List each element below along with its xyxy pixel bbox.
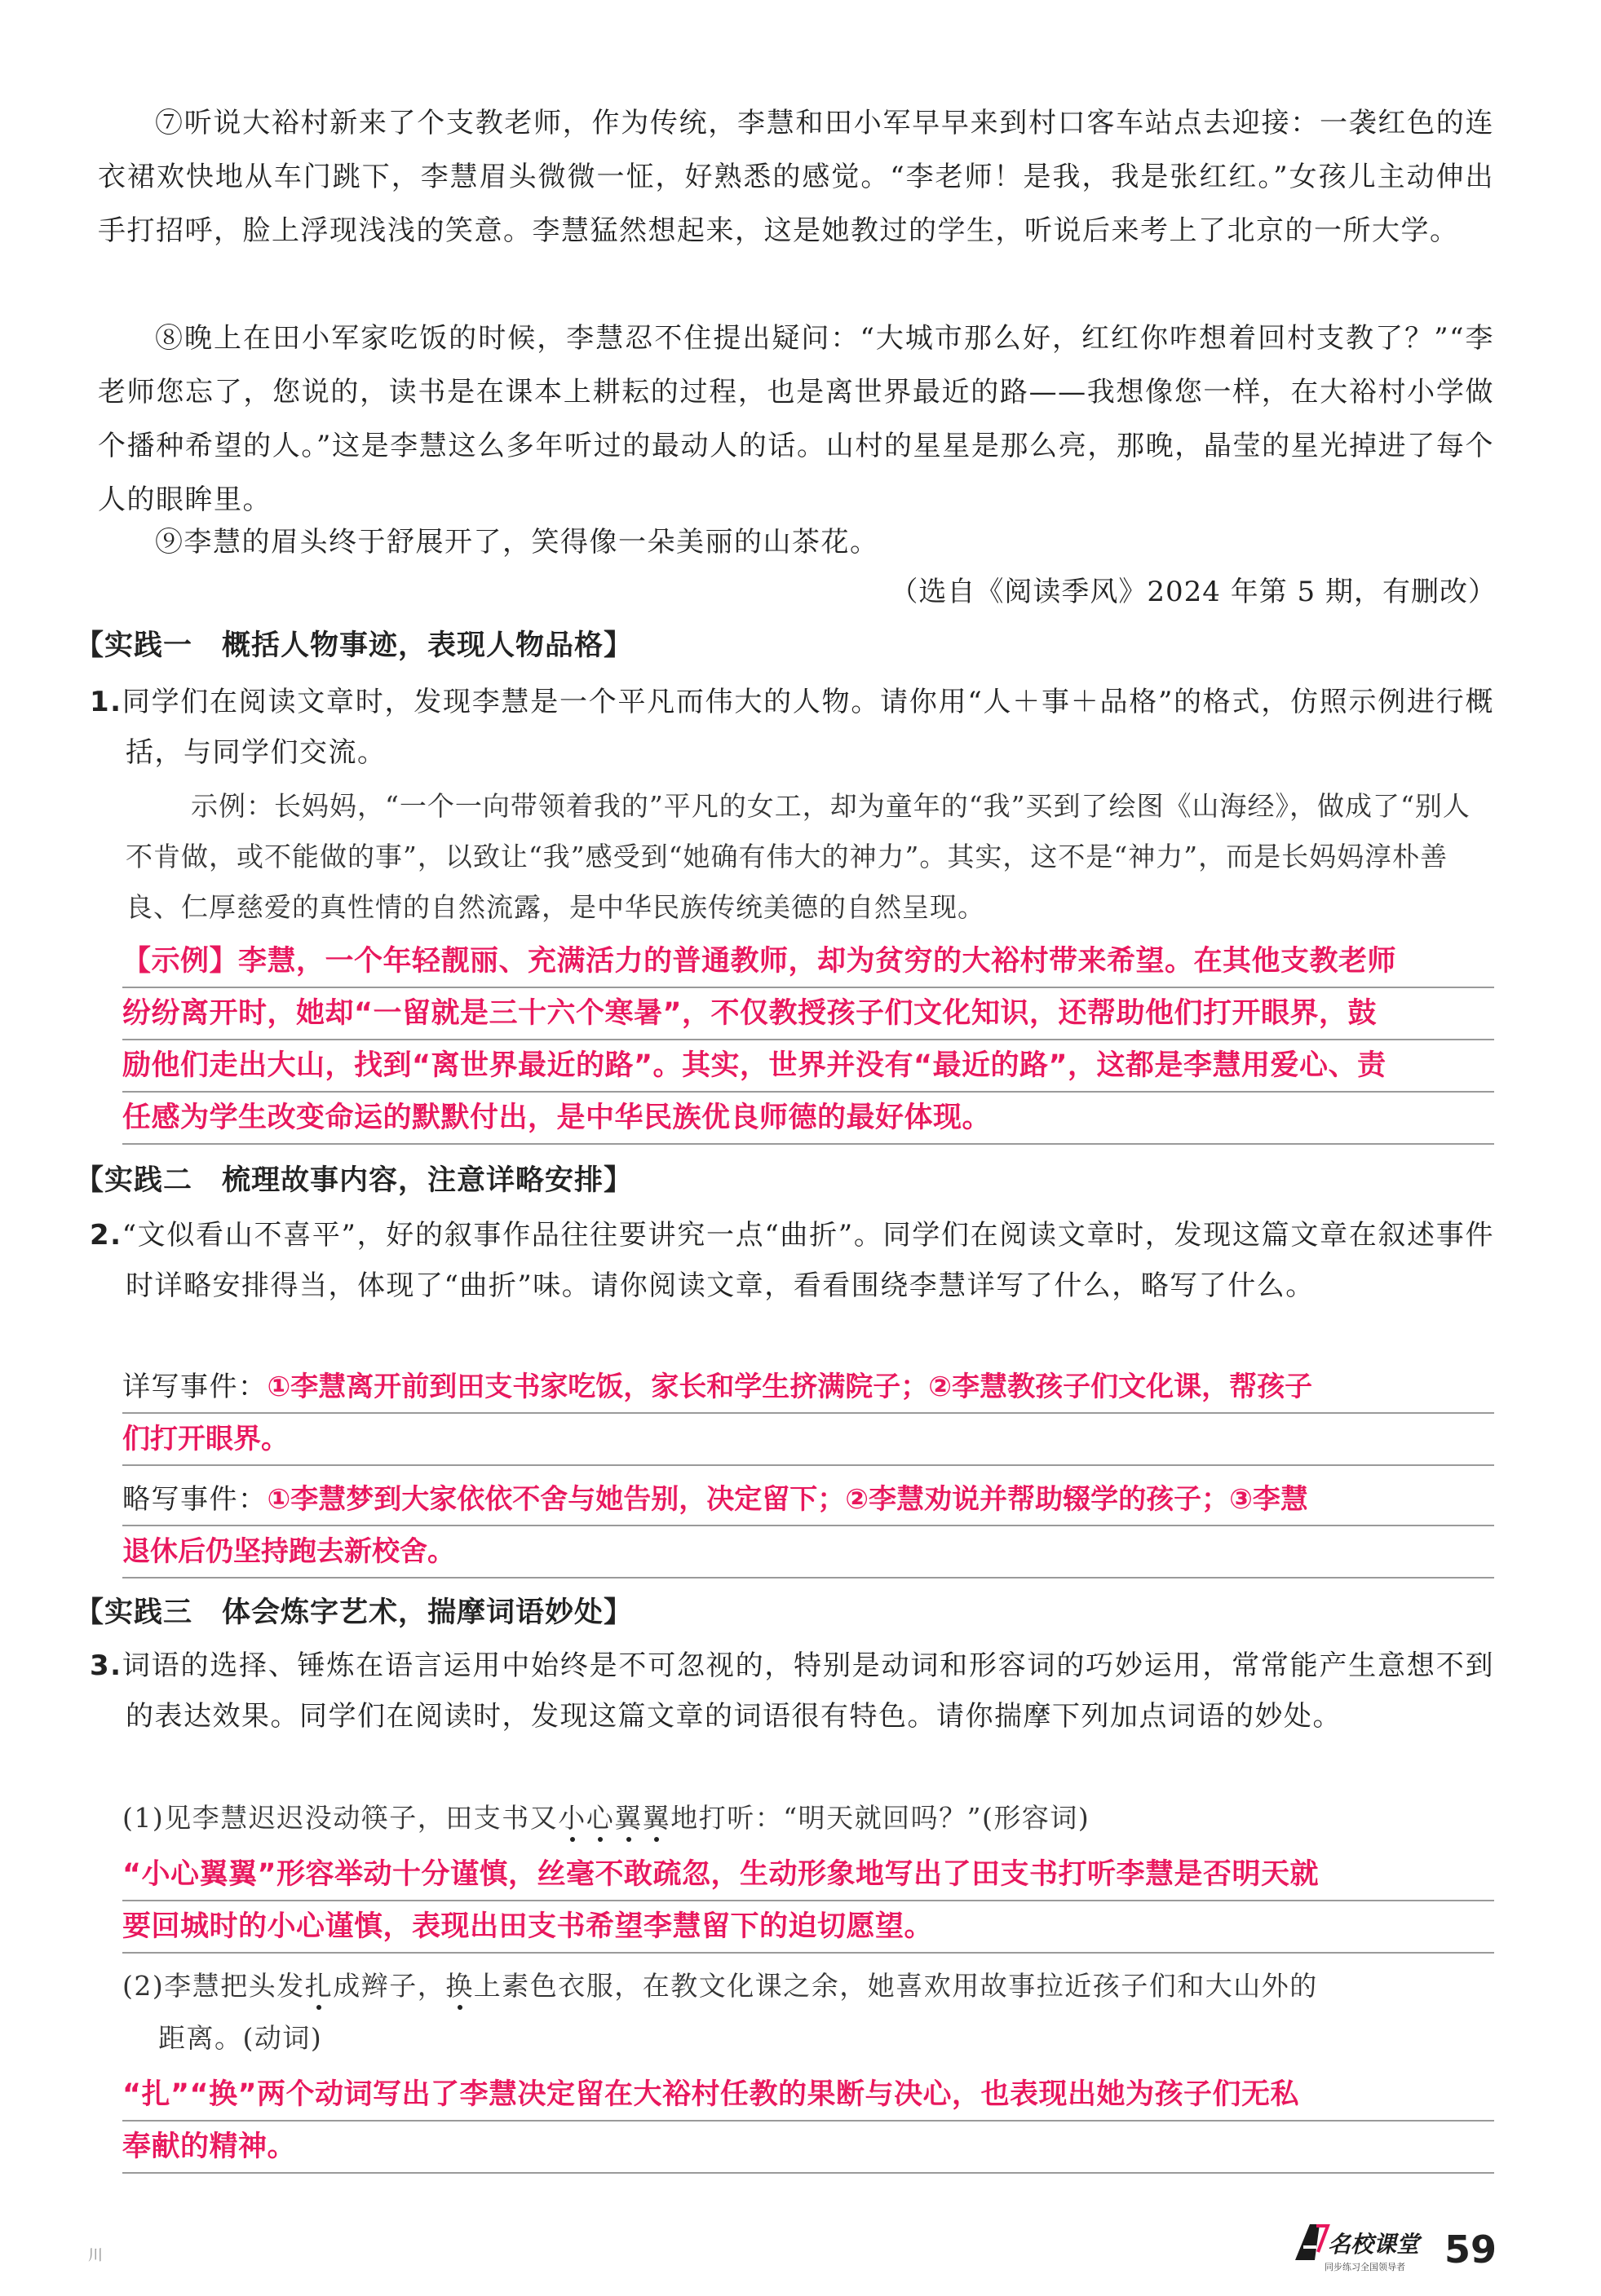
question-1-example: 示例：长妈妈，“一个一向带领着我的”平凡的女工，却为童年的“我”买到了绘图《山海经》，做成了“别人不肯做，或不能做的事”，以致让“我”感受到“她确有伟大的神力”。其实，这不是“神力”，而是长妈妈淳朴善良、仁厚慈爱的真性情的自然流露，是中华民族传统美德的自然呈现。 <box>126 790 1471 923</box>
detail-events-answer-2: 们打开眼界。 <box>122 1423 289 1455</box>
passage-paragraph-7: ⑦听说大裕村新来了个支教老师，作为传统，李慧和田小军早早来到村口客车站点去迎接：一袭红色的连衣裙欢快地从车门跳下，李慧眉头微微一怔，好熟悉的感觉。“李老师！是我，我是张红红。”女孩儿主动伸出手打招呼，脸上浮现浅浅的笑意。李慧猛然想起来，这是她教过的学生，听说后来考上了北京的一所大学。 <box>98 107 1494 247</box>
brand-subtitle: 同步练习全国领导者 <box>1325 2262 1405 2272</box>
question-2 <box>90 1210 1494 1311</box>
brief-events-answer-1: ①李慧梦到大家依依不舍与她告别，决定留下；②李慧劝说并帮助辍学的孩子；③李慧 <box>267 1483 1308 1516</box>
sub-question-2-part-2: 成辫子， <box>333 1970 446 2002</box>
answer-line: 纷纷离开时，她却“一留就是三十六个寒暑”，不仅教授孩子们文化知识，还帮助他们打开眼界，鼓 <box>122 988 1494 1040</box>
question-1-text: 同学们在阅读文章时，发现李慧是一个平凡而伟大的人物。请你用“人＋事＋品格”的格式，仿照示例进行概括，与同学们交流。 <box>122 686 1494 769</box>
question-1-number: 1. <box>90 686 122 718</box>
question-3-number: 3. <box>90 1649 122 1682</box>
answer-line: 要回城时的小心谨慎，表现出田支书希望李慧留下的迫切愿望。 <box>122 1901 1494 1954</box>
answer-line: 任感为学生改变命运的默默付出，是中华民族优良师德的最好体现。 <box>122 1093 1494 1145</box>
brand-logo <box>1292 2219 1422 2273</box>
svg-text:名校课堂: 名校课堂 <box>1328 2231 1420 2258</box>
answer-line: “扎”“换”两个动词写出了李慧决定留在大裕村任教的果断与决心，也表现出她为孩子们无私 <box>122 2069 1494 2122</box>
sub-question-2-answer <box>122 2069 1494 2174</box>
dotted-char: 翼 <box>642 1802 671 1834</box>
brief-events <box>122 1474 1494 1578</box>
detail-events <box>122 1362 1494 1466</box>
passage-paragraph-9: ⑨李慧的眉头终于舒展开了，笑得像一朵美丽的山茶花。 <box>155 526 879 559</box>
answer-line: 【示例】李慧，一个年轻靓丽、充满活力的普通教师，却为贫穷的大裕村带来希望。在其他支教老师 <box>122 936 1494 988</box>
passage-paragraph-8: ⑧晚上在田小军家吃饭的时候，李慧忍不住提出疑问：“大城市那么好，红红你咋想着回村支教了？”“李老师您忘了，您说的，读书是在课本上耕耘的过程，也是离世界最近的路——我想像您一样，在大裕村小学做个播种希望的人。”这是李慧这么多年听过的最动人的话。山村的星星是那么亮，那晚，晶莹的星光掉进了每个人的眼眸里。 <box>98 322 1494 516</box>
dotted-char: 心 <box>586 1802 615 1834</box>
practice-2-heading: 【实践二 梳理故事内容，注意详略安排】 <box>75 1164 634 1197</box>
detail-events-answer-1: ①李慧离开前到田支书家吃饭，家长和学生挤满院子；②李慧教孩子们文化课，帮孩子 <box>267 1371 1313 1403</box>
answer-line: 励他们走出大山，找到“离世界最近的路”。其实，世界并没有“最近的路”，这都是李慧用爱心、责 <box>122 1040 1494 1093</box>
question-3 <box>90 1640 1494 1742</box>
question-3-text: 词语的选择、锤炼在语言运用中始终是不可忽视的，特别是动词和形容词的巧妙运用，常常能产生意想不到的表达效果。同学们在阅读时，发现这篇文章的词语很有特色。请你揣摩下列加点词语的妙处。 <box>122 1649 1494 1733</box>
sub-question-2 <box>122 1960 1494 2064</box>
sub-question-1-before: (1)见李慧迟迟没动筷子，田支书又 <box>122 1802 559 1834</box>
question-2-text: “文似看山不喜平”，好的叙事作品往往要讲究一点“曲折”。同学们在阅读文章时，发现这篇文章在叙述事件时详略安排得当，体现了“曲折”味。请你阅读文章，看看围绕李慧详写了什么，略写了什么。 <box>122 1219 1494 1302</box>
sub-question-2-line-2: 距离。(动词) <box>158 2022 323 2054</box>
brief-events-answer-2: 退休后仍坚持跑去新校舍。 <box>122 1535 455 1568</box>
question-2-number: 2. <box>90 1219 122 1252</box>
page-number: 59 <box>1444 2228 1497 2272</box>
passage-source: （选自《阅读季风》2024 年第 5 期，有删改） <box>890 576 1497 608</box>
practice-1-heading: 【实践一 概括人物事迹，表现人物品格】 <box>75 629 634 662</box>
dotted-char: 翼 <box>614 1802 643 1834</box>
sub-question-1 <box>122 1792 1494 1844</box>
dotted-char: 扎 <box>304 1970 334 2002</box>
dotted-char: 换 <box>445 1970 474 2002</box>
sub-question-1-answer <box>122 1849 1494 1954</box>
answer-line: “小心翼翼”形容举动十分谨慎，丝毫不敢疏忽，生动形象地写出了田支书打听李慧是否明天就 <box>122 1849 1494 1901</box>
corner-mark: 川 <box>88 2247 103 2264</box>
question-1 <box>90 677 1494 778</box>
sub-question-2-part-3: 上素色衣服，在教文化课之余，她喜欢用故事拉近孩子们和大山外的 <box>473 1970 1318 2002</box>
question-1-answer <box>122 936 1494 1145</box>
detail-events-label: 详写事件： <box>122 1371 268 1403</box>
practice-3-heading: 【实践三 体会炼字艺术，揣摩词语妙处】 <box>75 1596 634 1629</box>
sub-question-2-part-1: (2)李慧把头发 <box>122 1970 305 2002</box>
brief-events-label: 略写事件： <box>122 1483 268 1516</box>
answer-line: 奉献的精神。 <box>122 2122 1494 2174</box>
dotted-char: 小 <box>558 1802 586 1834</box>
sub-question-1-after: 地打听：“明天就回吗？”(形容词) <box>670 1802 1090 1834</box>
